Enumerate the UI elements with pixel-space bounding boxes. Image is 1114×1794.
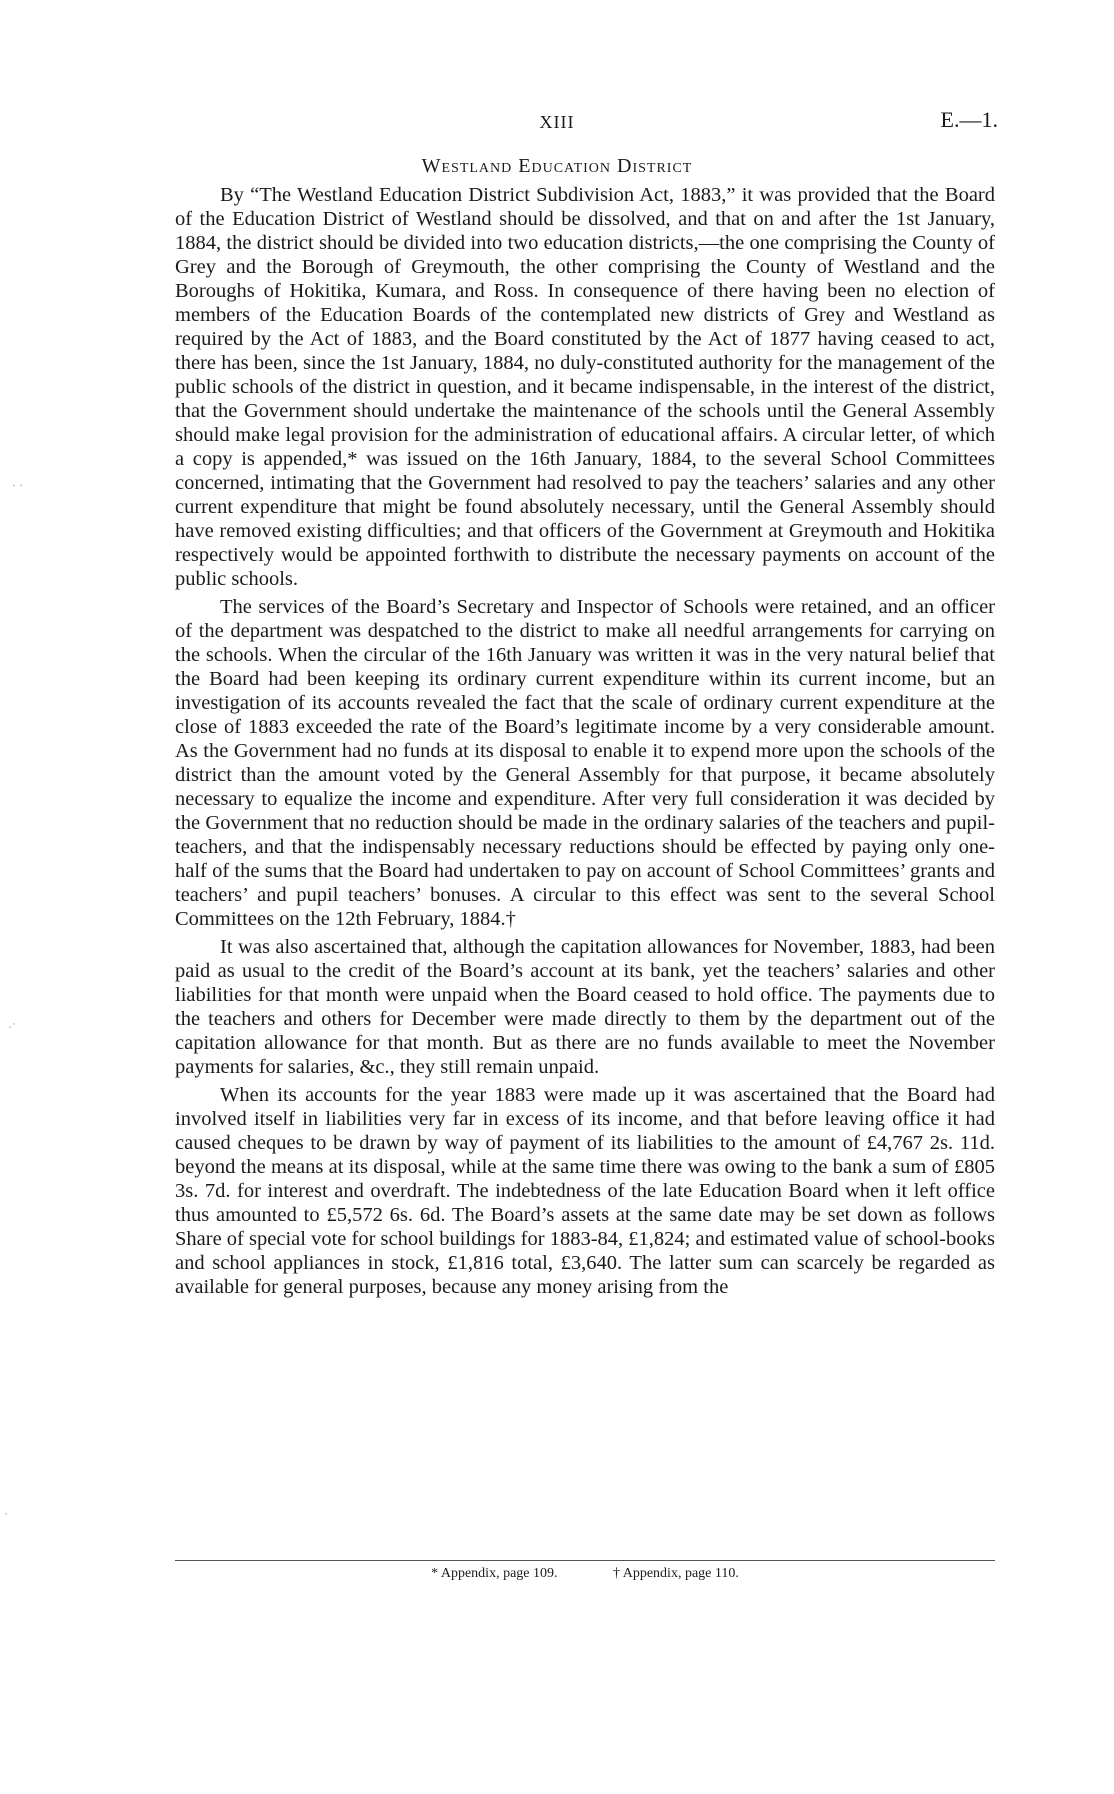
- document-reference-code: E.—1.: [940, 107, 998, 132]
- paragraph: When its accounts for the year 1883 were made up it was ascertained that the Board had involved itself in liabilities very far in excess of its income, and that before leaving office it had caused cheques to be drawn by way of payment of its liabilities to the amount of £4,767 2s. 11d. beyond the means at its disposal, while at the same time there was owing to the bank a sum of £805 3s. 7d. for interest and overdraft. The indebtedness of the late Education Board when it left office thus amounted to £5,572 6s. 6d. The Board’s assets at the same date may be set down as follows Share of special vote for school buildings for 1883-84, £1,824; and estimated value of school-books and school appliances in stock, £1,816 total, £3,640. The latter sum can scarcely be regarded as available for general purposes, because any money arising from the: [175, 1084, 995, 1298]
- section-title: Westland Education District: [421, 155, 693, 177]
- paragraph: By “The Westland Education District Subdivision Act, 1883,” it was provided that the Board of the Education District of Westland should be dissolved, and that on and after the 1st January, 1884, the district should be divided into two education districts,—the one comprising the County of Grey and the Borough of Greymouth, the other comprising the County of Westland and the Boroughs of Hokitika, Kumara, and Ross. In consequence of there having been no election of members of the Education Boards of the contemplated new districts of Grey and Westland as required by the Act of 1883, and the Board constituted by the Act of 1877 having ceased to act, there has been, since the 1st January, 1884, no duly-constituted authority for the management of the public schools of the district in question, and it became indispensable, in the interest of the district, that the Government should undertake the maintenance of the schools until the General Assembly should make legal provision for the administration of educational affairs. A circular letter, of which a copy is appended,* was issued on the 16th January, 1884, to the several School Committees concerned, intimating that the Government had resolved to pay the teachers’ salaries and any other current expenditure that might be found absolutely necessary, until the General Assembly should have removed existing difficulties; and that officers of the Government at Greymouth and Hokitika respectively would be appointed forthwith to distribute the necessary payments on account of the public schools.: [175, 184, 995, 590]
- footnote-divider: [175, 1560, 995, 1561]
- footnote: * Appendix, page 109.: [431, 1566, 558, 1581]
- footnote: † Appendix, page 110.: [613, 1566, 739, 1581]
- paragraph: The services of the Board’s Secretary and Inspector of Schools were retained, and an officer of the department was despatched to the district to make all needful arrangements for carrying on the schools. When the circular of the 16th January was written it was in the very natural belief that the Board had been keeping its ordinary current expenditure within its current income, but an investigation of its accounts revealed the fact that the scale of ordinary current expenditure at the close of 1883 exceeded the rate of the Board’s legitimate income by a very considerable amount. As the Government had no funds at its disposal to enable it to expend more upon the schools of the district than the amount voted by the General Assembly for that purpose, it became absolutely necessary to equalize the income and expenditure. After very full consideration it was decided by the Government that no reduction should be made in the ordinary salaries of the teachers and pupil-teachers, and that the indispensably necessary reductions should be effected by paying only one-half of the sums that the Board had undertaken to pay on account of School Committees’ grants and teachers’ and pupil teachers’ bonuses. A circular to this effect was sent to the several School Committees on the 12th February, 1884.†: [175, 596, 995, 930]
- footnotes: [175, 1566, 995, 1582]
- margin-speck: ·˙: [8, 1020, 16, 1034]
- margin-speck: ˙: [4, 1510, 8, 1524]
- body-text: [175, 183, 995, 1299]
- paragraph: It was also ascertained that, although the capitation allowances for November, 1883, had been paid as usual to the credit of the Board’s account at its bank, yet the teachers’ salaries and other liabilities for that month were unpaid when the Board ceased to hold office. The payments due to the teachers and others for December were made directly to them by the department out of the capitation allowance for that month. But as there are no funds available to meet the November payments for salaries, &c., they still remain unpaid.: [175, 936, 995, 1078]
- margin-speck: · ·: [12, 478, 23, 492]
- page-number: XIII: [539, 112, 575, 132]
